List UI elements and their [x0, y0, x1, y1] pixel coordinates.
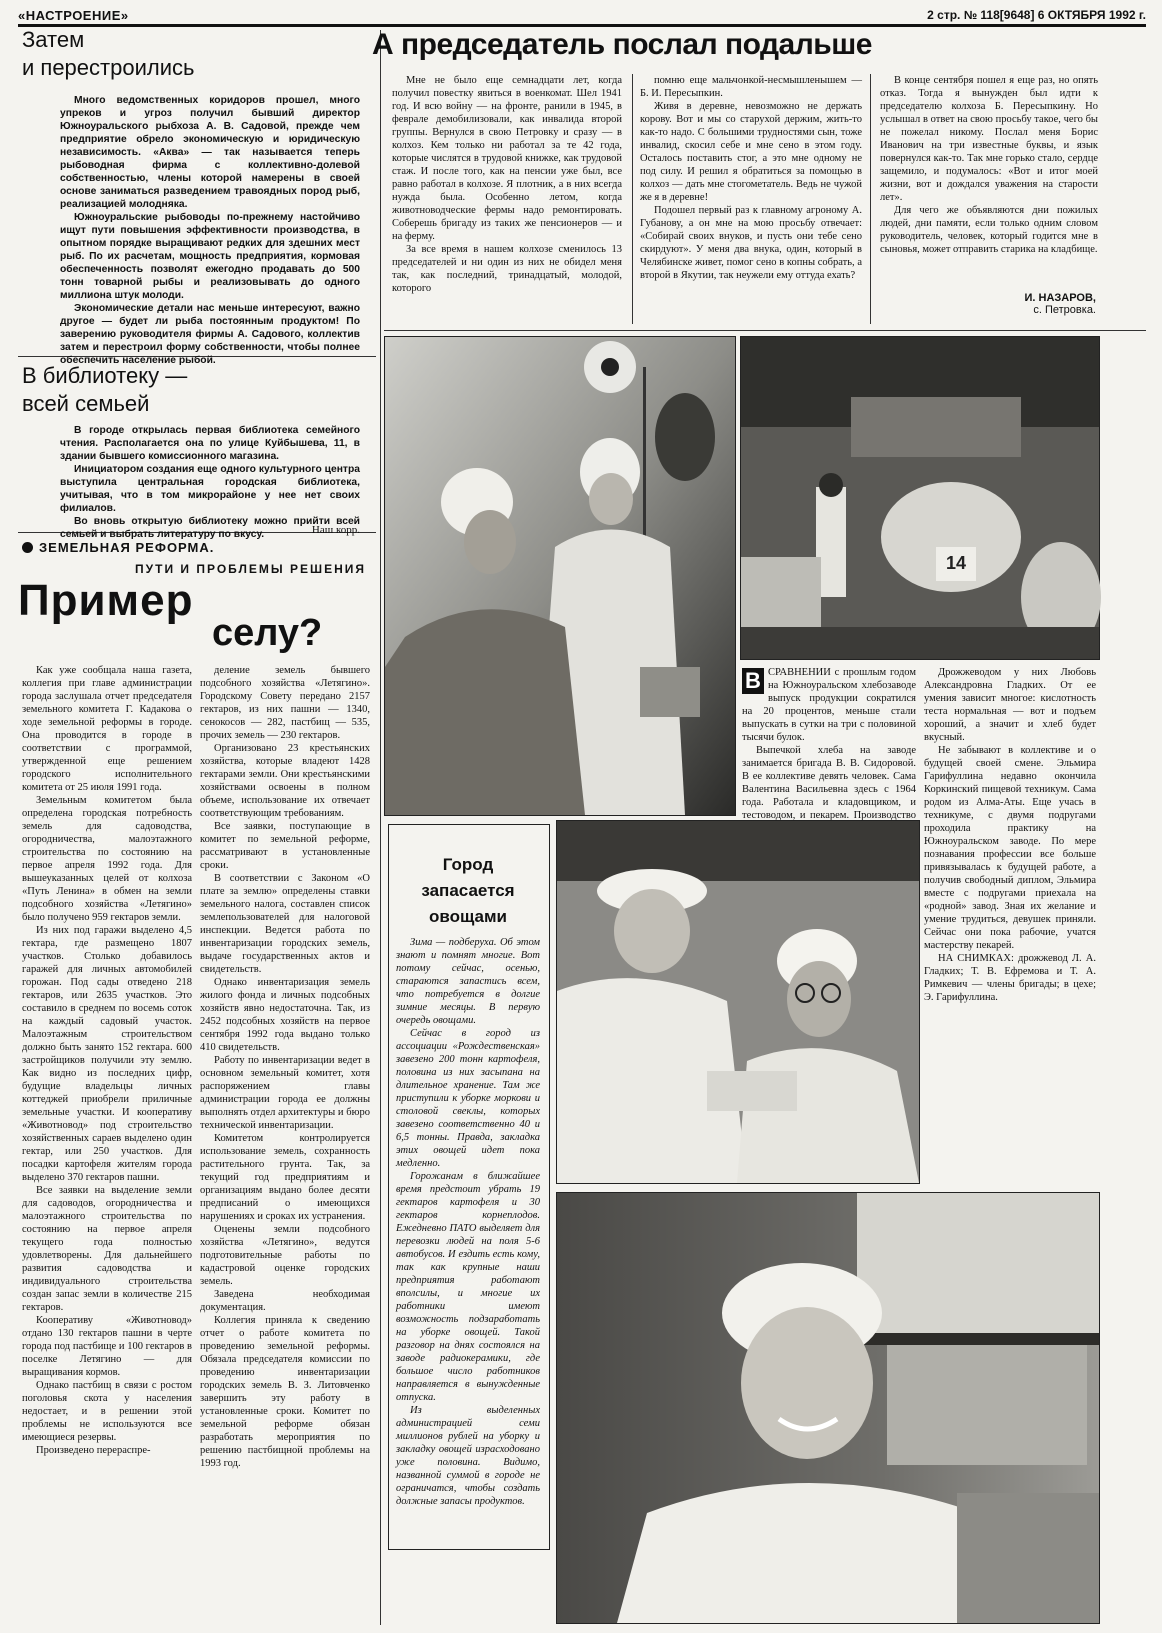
photo-two-bakers — [556, 820, 920, 1184]
article6-col2: Дрожжеводом у них Любовь Александровна Гладких. От ее умения зависит многое: кислотность теста нормальная — вот и подъем хороший, а значит и хлеб будет вкусный. Не забывают в коллективе и о будущей своей смене. Эльмира Гарифуллина недавно окончила Коркинский пищевой техникум. Сама родом из Алма-Аты. Еще учась в техникуме, с двумя подругами проходила практику на Южноуральском заводе. По мере познавания профессии все больше привязывалась к будущей работе, а получив свободный диплом, Эльмира вместе с подругами приехала на «родной» завод. Зная их желание и умение трудиться, девушек приняли. Сейчас они пока рабочие, учатся мастерству пекарей. НА СНИМКАХ: дрожжевод Л. А. Гладких; Т. В. Ефремова и Т. А. Римкевич — члены бригады; в цехе; Э. Гарифуллина. — [924, 667, 1096, 1003]
photo-two-women-lab — [384, 336, 736, 816]
section-rule — [384, 330, 1146, 331]
column-rule — [380, 30, 381, 1625]
column-rule — [632, 74, 633, 324]
photo-two-women-lab-image — [385, 337, 735, 815]
article4-col1: Как уже сообщала наша газета, коллегия при главе администрации города заслушала отчет председателя земельного комитета Г. Кадакова о ходе земельной реформы в городе. Она проводится в городе в соответствии с программой, утвержденной еще решением городского исполнительного комитета от 25 июля 1991 года. Земельным комитетом была определена городская потребность земель для садоводства, огородничества, малоэтажного строительства по состоянию на первое апреля 1992 года. Для вышеуказанных целей от колхоза «Путь Ленина» в обмен на земли подсобного хозяйства «Летягино» было получено 959 гектаров земли. Из них под гаражи выделено 4,5 гектара, где размещено 1807 участков. Столько добавилось гаражей для личных автомобилей горожан. Под сады отведено 218 гектаров, или 2635 участков. Это составило в среднем по восемь соток на каждый садовый участок. Малоэтажным строительством должно быть занято 152 гектара. 600 застройщиков получили эту землю. Как видно из последних цифр, будущие владельцы личных коттеджей приобрели приличные земельные участки. И кооперативу «Животновод» под строительство хозяйственных сараев выделено один гектар, или 250 участков. Для посадки картофеля жителям города выделено 370 гектаров пашни. Все заявки на выделение земли для садоводов, огородничества и малоэтажного строительства по состоянию на первое апреля текущего года полностью удовлетворены. Для дальнейшего развития садоводства и индивидуального строительства создан запас земли в количестве 215 гектаров. Кооперативу «Животновод» отдано 130 гектаров пашни в черте города под пастбище и 100 гектаров в поселке Летягино — для выращивания кормов. Однако пастбищ в связи с ростом поголовья скота у населения недостает, и в решении этой проблемы не используются все имеющиеся резервы. Произведено перераспре- — [22, 665, 192, 1456]
article4-col2: деление земель бывшего подсобного хозяйства «Летягино». Городскому Совету передано 2157 гектаров, из них пашни — 1340, сенокосов — 282, пастбищ — 535, прочих земель — 230 гектаров. Организовано 23 крестьянских хозяйства, которые владеют 1428 гектарами земли. Они крестьянскими хозяйствами освоены в полном объеме, использование их отвечает соответствующим требованиям. Все заявки, поступающие в комитет по земельной реформе, рассматривают в установленные сроки. В соответствии с Законом «О плате за землю» определены ставки земельного налога, составлен список землепользователей для налоговой инспекции. Ведется работа по инвентаризации городских земель, выдаче государственных актов и свидетельств. Однако инвентаризация земель жилого фонда и личных подсобных хозяйств явно недостаточна. Так, из 2452 подсобных хозяйств на первое сентября 1992 года выдано только 410 свидетельств. Работу по инвентаризации ведет в основном земельный комитет, хотя распоряжением главы администрации города ее должны выполнять отдел архитектуры и бюро технической инвентаризации. Комитетом контролируется использование земель, сохранность растительного грунта. Так, за текущий год предприятиям и организациям выдано более десяти предписаний о имеющихся нарушениях и сроках их устранения. Оценены земли подсобного хозяйства «Летягино», ведутся подготовительные работы по кадастровой оценке городских земель. Заведена необходимая документация. Коллегия приняла к сведению отчет о работе комитета по проведению земельной реформы. Обязала председателя комиссии по проведению инвентаризации городских земель В. З. Литовченко завершить эту работу в установленные сроки. Комитет по земельной реформе обязан разработать мероприятия по решению пастбищной проблемы на 1993 год. — [200, 665, 370, 1469]
machine-number: 14 — [946, 553, 967, 573]
article6-col1: В СРАВНЕНИИ с прошлым годом на Южноуральском хлебозаводе выпуск продукции сократился на 20 процентов, меньше стали выпускать в сутки на три с половиной тысячи булок. Выпечкой хлеба на заводе занимается бригада В. В. Сидоровой. В ее коллективе девять человек. Сама Валентина Васильевна здесь с 1964 года. Работала и кладовщиком, и тестоводом, и пекарем. Производство — [742, 667, 916, 821]
photo-smiling-baker-image — [557, 1193, 1099, 1623]
article4-subrubric: ПУТИ И ПРОБЛЕМЫ РЕШЕНИЯ — [135, 562, 366, 576]
article2-col1: Мне не было еще семнадцати лет, когда получил повестку явиться в военкомат. Шел 1941 год. И всю войну — на фронте, ранили в 1945, в феврале демобилизовали, как инвалида второй группы. Вернулся в свою Петровку и сразу — в колхоз. Кем только ни работал за те 42 года, которые числятся в трудовой книжке, как трудовой стаж. И после того, как на пенсии уже был, все равно работал в колхозе. Я плотник, а в них всегда нужда была. Особенно летом, когда животноводческие фермы надо ремонтировать. Соберешь бригаду из таких же пенсионеров — и на ферму. За все время в нашем колхозе сменилось 13 председателей и ни один из них не обидел меня так, как последний, тринадцатый, молодой, которого — [392, 75, 622, 294]
dropcap: В — [742, 668, 764, 694]
photo-bakery-shop-image — [741, 337, 1099, 659]
photo-smiling-baker — [556, 1192, 1100, 1624]
article2-col3: В конце сентября пошел я еще раз, но опять отказ. Тогда я вынужден был идти к председателю колхоза Б. Пересыпкину. Но услышал в ответ на свою просьбу такое, чего бы не пожелал никому. Послал меня Борис Иванович на три известные буквы, и язык повернулся как-то. Так мне горько стало, сердце защемило, и подумалось: «Вот и итог моей жизни, вот и дождался уважения на старости лет». Для чего же объявляются дни пожилых людей, дни памяти, если только одним словом руководитель, человек, который годится мне в сыновья, может отправить старика на кладбище. — [880, 75, 1098, 255]
article3-title: В библиотеку — всей семьей — [22, 363, 188, 416]
bullet-icon — [22, 542, 33, 553]
article2-title: А председатель послал подальше — [372, 28, 872, 61]
photo-two-bakers-image — [557, 821, 919, 1183]
article5-title: Город запасается овощами — [421, 855, 515, 926]
article3-body: В городе открылась первая библиотека семейного чтения. Располагается она по улице Куйбышева, 11, в здании бывшего комиссионного магазина. Инициатором создания еще одного культурного центра выступила центральная городская библиотека, учитывая, что в том микрорайоне у нее нет своих филиалов. Во вновь открытую библиотеку можно прийти всей семьей и выбрать литературу по вкусу. — [60, 425, 360, 540]
page-header — [18, 8, 1146, 27]
section-name: «НАСТРОЕНИЕ» — [18, 8, 129, 23]
article4-rubric: ЗЕМЕЛЬНАЯ РЕФОРМА. — [22, 540, 362, 555]
article1-body: Много ведомственных коридоров прошел, много упреков и угроз получил бывший директор Южноуральского рыбхоза А. В. Садовой, прежде чем предприятие обрело экономическую и юридическую независимость. «Аква» — так называется теперь рыбоводная фирма с коллективно-долевой собственностью, члены которой намерены в своей основе заниматься разведением травоядных пород рыб, реализацией молодняка. Южноуральские рыбоводы по-прежнему настойчиво ищут пути повышения эффективности производства, в опытном порядке выращивают редких для здешних мест рыб. По их расчетам, мощность предприятия, кормовая обеспеченность позволят ежегодно продавать до 500 тонн товарной рыбы и реализовывать до одного миллиона штук молоди. Экономические детали нас меньше интересуют, важно другое — будет ли рыба постоянным продуктом! По заверению руководителя фирмы А. Садового, коллектив затем и перестроил форму собственности, чтобы полнее обеспечить население рыбой. — [60, 95, 360, 366]
column-rule — [870, 74, 871, 324]
article4-title-word2: селу? — [212, 612, 323, 654]
article1-title: Затем и перестроились — [22, 27, 195, 80]
article2-col2: помню еще мальчонкой-несмышленышем — Б. И. Пересыпкин. Живя в деревне, невозможно не держать корову. Вот и мы со старухой держим, жить-то как-то надо. С большими трудностями сын, тоже инвалид, скосил себе и мне сено в этом году. Осталось поставить стог, а это мне одному не под силу. И решил я обратиться за помощью в колхоз — дать мне стогометатель. Ведь не чужой же я в деревне! Подошел первый раз к главному агроному А. Губанову, а он мне на мою просьбу отвечает: «Собирай своих внуков, и пусть они тебе сено скирдуют». У меня два внука, один, который в Челябинске живет, помог сено в копны собрать, а второй в Якутии, так неужели ему оттуда ехать? — [640, 75, 862, 281]
photo-bakery-shop — [740, 336, 1100, 660]
article3-signature: Наш корр. — [311, 524, 360, 536]
article4-title-word1: Пример — [18, 576, 194, 625]
issue-info: 2 стр. № 118[9648] 6 ОКТЯБРЯ 1992 г. — [927, 8, 1146, 22]
article5-body: Зима — подберуха. Об этом знают и помнят многие. Вот потому сейчас, осенью, стараются запастись всем, что потребуется в долгие зимние месяцы. В первую очередь овощами. Сейчас в город из ассоциации «Рождественская» завезено 200 тонн картофеля, половина из них засыпана на длительное хранение. Там же приступили к уборке моркови и столовой свеклы, которых завезено соответственно 40 и 6,5 тонны. Правда, закладка этих овощей идет пока медленно. Горожанам в ближайшее время предстоит убрать 19 гектаров картофеля и 30 гектаров корнеплодов. Ежедневно ПАТО выделяет для перевозки людей на поля 5-6 автобусов. И ездить есть кому, так как крупные наши предприятия работают вполсилы, и многие их работники имеют возможность подзаработать на уборке овощей. Такой разговор на днях состоялся на заводе радиокерамики, где большое число работников направляется в вынужденные отпуска. Из выделенных администрацией семи миллионов рублей на уборку и закладку овощей израсходовано уже половина. Видимо, названной суммой в городе не ограничатся, чтобы создать должные запасы продуктов. — [396, 937, 540, 1507]
article2-signature: И. НАЗАРОВ, с. Петровка. — [1024, 292, 1096, 316]
article6-lead: СРАВНЕНИИ с прошлым годом на Южноуральском хлебозаводе выпуск продукции сократился на 20 процентов, меньше стали выпускать в сутки на три с половиной тысячи булок. — [742, 667, 916, 743]
